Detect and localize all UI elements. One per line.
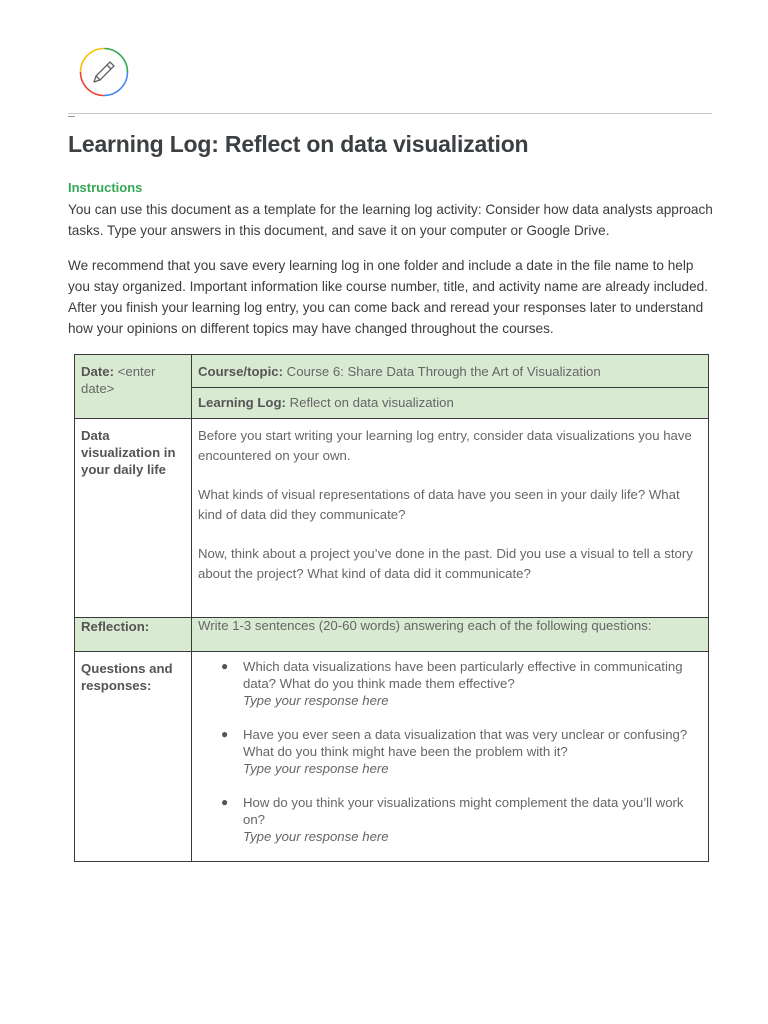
reflection-text: Write 1-3 sentences (20-60 words) answering each of the following questions: (192, 618, 709, 652)
instructions-paragraph-1: You can use this document as a template for the learning log activity: Consider how data analysts approach tasks. Type your answers in this document, and save it on your computer or Google Drive. (68, 202, 713, 238)
instructions-heading: Instructions (68, 180, 143, 195)
daily-life-prompt: Before you start writing your learning log entry, consider data visualizations you have encountered on your own. (198, 428, 692, 463)
learning-log-cell (192, 388, 709, 419)
daily-life-label: Data visualization in your daily life (75, 419, 192, 618)
question-text: Which data visualizations have been particularly effective in communicating data? What do you think made them effective? (243, 659, 683, 691)
learning-log-label: Learning Log: (198, 395, 286, 410)
course-label: Course/topic: (198, 364, 283, 379)
reflection-label: Reflection: (75, 618, 192, 652)
learning-log-table (74, 354, 709, 862)
question-item (221, 726, 702, 777)
date-cell[interactable] (75, 355, 192, 419)
daily-life-prompt: Now, think about a project you’ve done in the past. Did you use a visual to tell a story about the project? What kind of data did it communicate? (198, 546, 693, 581)
page-title: Learning Log: Reflect on data visualization (68, 131, 529, 157)
course-value: Course 6: Share Data Through the Art of Visualization (286, 364, 601, 379)
daily-life-prompt: What kinds of visual representations of data have you seen in your daily life? What kind of data did they communicate? (198, 487, 680, 522)
questions-label: Questions and responses: (75, 652, 192, 862)
daily-life-prompts (192, 419, 709, 618)
header-divider (68, 113, 712, 114)
question-item (221, 794, 702, 845)
learning-log-value: Reflect on data visualization (289, 395, 454, 410)
response-field[interactable]: Type your response here (243, 761, 389, 776)
question-text: Have you ever seen a data visualization that was very unclear or confusing? What do you think might have been the problem with it? (243, 727, 688, 759)
bullet-icon: ● (221, 795, 229, 809)
date-value: <enter date> (81, 364, 156, 396)
bullet-icon: ● (221, 727, 229, 741)
header-divider-mark (68, 116, 75, 117)
questions-list (198, 658, 702, 845)
question-item (221, 658, 702, 709)
instructions-paragraph-2: We recommend that you save every learning log in one folder and include a date in the file name to help you stay organized. Important information like course number, title, and activity name are already included. After you finish your learning log entry, you can come back and reread your responses later to understand how your opinions on different topics may have changed throughout the courses. (68, 258, 708, 336)
response-field[interactable]: Type your response here (243, 829, 389, 844)
pencil-logo-icon (79, 47, 129, 97)
bullet-icon: ● (221, 659, 229, 673)
response-field[interactable]: Type your response here (243, 693, 389, 708)
date-label: Date: (81, 364, 114, 379)
course-cell (192, 355, 709, 388)
question-text: How do you think your visualizations might complement the data you’ll work on? (243, 795, 684, 827)
questions-cell (192, 652, 709, 862)
